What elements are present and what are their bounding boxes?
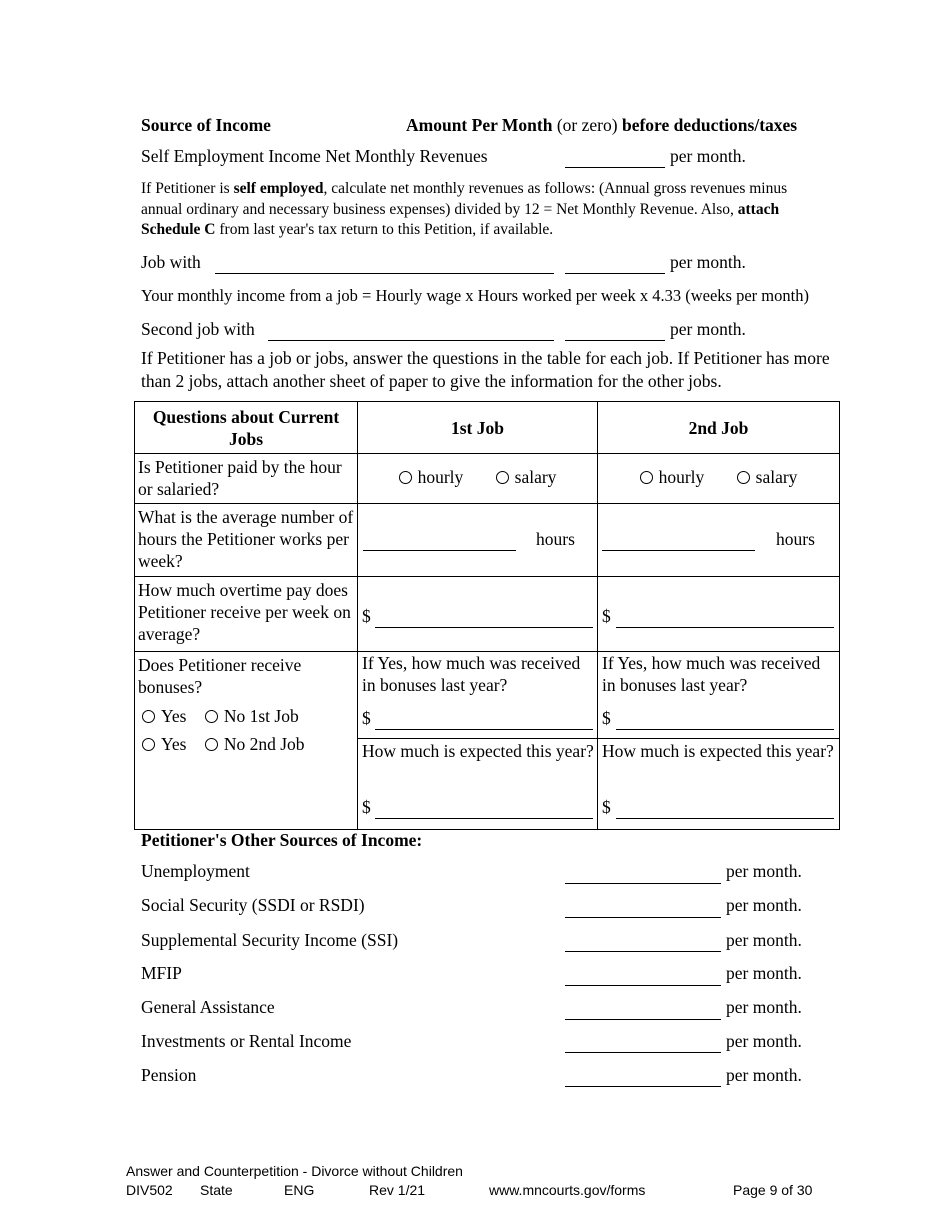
job2-bonus-expected-question: How much is expected this year? — [602, 741, 834, 761]
amount-heading-end: before deductions/taxes — [621, 115, 798, 135]
investments-field[interactable] — [565, 1052, 721, 1053]
self-employment-amount-field[interactable] — [565, 167, 665, 168]
self-employment-suffix: per month. — [670, 146, 746, 166]
per-month-suffix: per month. — [726, 861, 802, 881]
job1-salary-option[interactable] — [496, 466, 557, 488]
other-source-label: MFIP — [141, 963, 182, 983]
note-text-2: , calculate net monthly revenues as follows: (Annual gross revenues minus annual ordinary and necessary business expenses) divided by 12 = Net Monthly Revenue. Also, — [141, 180, 788, 218]
hourly-label: hourly — [658, 467, 705, 487]
second-job-label: Second job with — [141, 319, 255, 339]
job2-bonus-last-dollar: $ — [602, 708, 611, 728]
note-bold-1: self employed — [233, 180, 324, 197]
table-row-overtime — [135, 577, 840, 652]
job2-paid-cell — [598, 454, 840, 504]
job-suffix: per month. — [670, 252, 746, 272]
pension-field[interactable] — [565, 1086, 721, 1087]
yes-label: Yes — [161, 706, 187, 726]
job2-bonus-cell — [598, 652, 840, 830]
note-text-3: from last year's tax return to this Petition, if available. — [215, 221, 554, 238]
bonus-1st-yes[interactable] — [142, 706, 186, 726]
no-2nd-label: No 2nd Job — [223, 734, 305, 754]
table-row-hours — [135, 504, 840, 577]
job-amount-field[interactable] — [565, 273, 665, 274]
job1-bonus-last-field[interactable] — [375, 729, 593, 730]
question-bonuses: Does Petitioner receive bonuses? — [138, 655, 302, 697]
per-month-suffix: per month. — [726, 930, 802, 950]
table-header-row — [135, 402, 840, 454]
bonus-2nd-job-options — [138, 733, 354, 755]
question-overtime: How much overtime pay does Petitioner receive per week on average? — [135, 577, 358, 652]
radio-icon[interactable] — [737, 471, 750, 484]
job1-paid-cell — [358, 454, 598, 504]
footer-language: ENG — [284, 1182, 315, 1198]
job1-bonus-divider — [358, 738, 598, 739]
bonus-1st-job-options — [138, 705, 354, 727]
bonus-2nd-no[interactable] — [205, 734, 305, 754]
amount-heading-mid: (or zero) — [556, 115, 618, 135]
second-job-employer-field[interactable] — [268, 340, 554, 341]
self-employment-label: Self Employment Income Net Monthly Revenues — [141, 146, 488, 166]
footer-jurisdiction: State — [200, 1182, 233, 1198]
table-row-paid — [135, 454, 840, 504]
other-source-label: Pension — [141, 1065, 197, 1085]
job2-hours-unit: hours — [776, 529, 815, 549]
other-source-label: Social Security (SSDI or RSDI) — [141, 895, 365, 915]
other-source-label: Supplemental Security Income (SSI) — [141, 930, 399, 950]
header-questions: Questions about Current Jobs — [135, 402, 358, 454]
job1-bonus-last-dollar: $ — [362, 708, 371, 728]
bonus-2nd-yes[interactable] — [142, 734, 186, 754]
table-row-bonuses — [135, 652, 840, 830]
question-paid: Is Petitioner paid by the hour or salaried? — [135, 454, 358, 504]
job1-overtime-field[interactable] — [375, 627, 593, 628]
radio-icon[interactable] — [142, 710, 155, 723]
general-assistance-field[interactable] — [565, 1019, 721, 1020]
ssi-field[interactable] — [565, 951, 721, 952]
job2-hours-field[interactable] — [602, 550, 755, 551]
second-job-amount-field[interactable] — [565, 340, 665, 341]
job2-hours-cell — [598, 504, 840, 577]
job2-bonus-last-field[interactable] — [616, 729, 834, 730]
radio-icon[interactable] — [399, 471, 412, 484]
footer-page-number: Page 9 of 30 — [733, 1182, 813, 1198]
source-of-income-heading: Source of Income — [141, 115, 271, 135]
question-bonuses-cell — [135, 652, 358, 830]
job-employer-field[interactable] — [215, 273, 554, 274]
salary-label: salary — [755, 467, 798, 487]
footer-url[interactable]: www.mncourts.gov/forms — [489, 1182, 646, 1198]
unemployment-field[interactable] — [565, 883, 721, 884]
job1-hours-cell — [358, 504, 598, 577]
job1-overtime-cell — [358, 577, 598, 652]
job-formula: Your monthly income from a job = Hourly wage x Hours worked per week x 4.33 (weeks per month) — [141, 286, 809, 305]
radio-icon[interactable] — [640, 471, 653, 484]
job1-bonus-cell — [358, 652, 598, 830]
salary-label: salary — [514, 467, 557, 487]
mfip-field[interactable] — [565, 985, 721, 986]
radio-icon[interactable] — [142, 738, 155, 751]
job2-overtime-field[interactable] — [616, 627, 834, 628]
radio-icon[interactable] — [205, 738, 218, 751]
footer-revision: Rev 1/21 — [369, 1182, 426, 1198]
job2-bonus-divider — [598, 738, 840, 739]
job1-bonus-last-year-question: If Yes, how much was received in bonuses last year? — [362, 653, 581, 695]
per-month-suffix: per month. — [726, 963, 802, 983]
job-with-label: Job with — [141, 252, 201, 272]
other-source-label: General Assistance — [141, 997, 275, 1017]
job2-overtime-dollar: $ — [602, 606, 611, 626]
job2-bonus-expected-field[interactable] — [616, 818, 834, 819]
yes-label: Yes — [161, 734, 187, 754]
radio-icon[interactable] — [496, 471, 509, 484]
job1-hours-unit: hours — [536, 529, 575, 549]
other-source-label: Investments or Rental Income — [141, 1031, 352, 1051]
job1-bonus-expected-question: How much is expected this year? — [362, 741, 594, 761]
per-month-suffix: per month. — [726, 895, 802, 915]
job2-bonus-last-year-question: If Yes, how much was received in bonuses last year? — [602, 653, 821, 695]
job2-hourly-option[interactable] — [640, 466, 705, 488]
jobs-instruction: If Petitioner has a job or jobs, answer the questions in the table for each job. If Petitioner has more than 2 jobs, attach another sheet of paper to give the information for the other jobs. — [141, 348, 830, 391]
bonus-1st-no[interactable] — [205, 706, 299, 726]
job1-bonus-expected-field[interactable] — [375, 818, 593, 819]
other-source-label: Unemployment — [141, 861, 250, 881]
job1-overtime-dollar: $ — [362, 606, 371, 626]
job2-salary-option[interactable] — [737, 466, 798, 488]
current-jobs-table — [134, 401, 840, 830]
question-hours: What is the average number of hours the Petitioner works per week? — [135, 504, 358, 577]
job1-hourly-option[interactable] — [399, 466, 464, 488]
per-month-suffix: per month. — [726, 997, 802, 1017]
other-sources-title: Petitioner's Other Sources of Income: — [141, 830, 423, 850]
note-text-1: If Petitioner is — [141, 180, 234, 197]
footer-form-id: DIV502 — [126, 1182, 173, 1198]
social-security-field[interactable] — [565, 917, 721, 918]
footer-title: Answer and Counterpetition - Divorce without Children — [126, 1163, 463, 1179]
self-employment-note — [141, 179, 831, 241]
amount-per-month-heading — [406, 114, 797, 136]
job2-overtime-cell — [598, 577, 840, 652]
no-1st-label: No 1st Job — [223, 706, 299, 726]
header-2nd-job: 2nd Job — [598, 402, 840, 454]
job1-bonus-expected-dollar: $ — [362, 797, 371, 817]
second-job-suffix: per month. — [670, 319, 746, 339]
per-month-suffix: per month. — [726, 1065, 802, 1085]
job2-bonus-expected-dollar: $ — [602, 797, 611, 817]
header-1st-job: 1st Job — [358, 402, 598, 454]
amount-heading-bold: Amount Per Month — [406, 115, 553, 135]
job1-hours-field[interactable] — [363, 550, 516, 551]
hourly-label: hourly — [417, 467, 464, 487]
radio-icon[interactable] — [205, 710, 218, 723]
per-month-suffix: per month. — [726, 1031, 802, 1051]
note-bold-2: attach Schedule C — [141, 200, 780, 238]
